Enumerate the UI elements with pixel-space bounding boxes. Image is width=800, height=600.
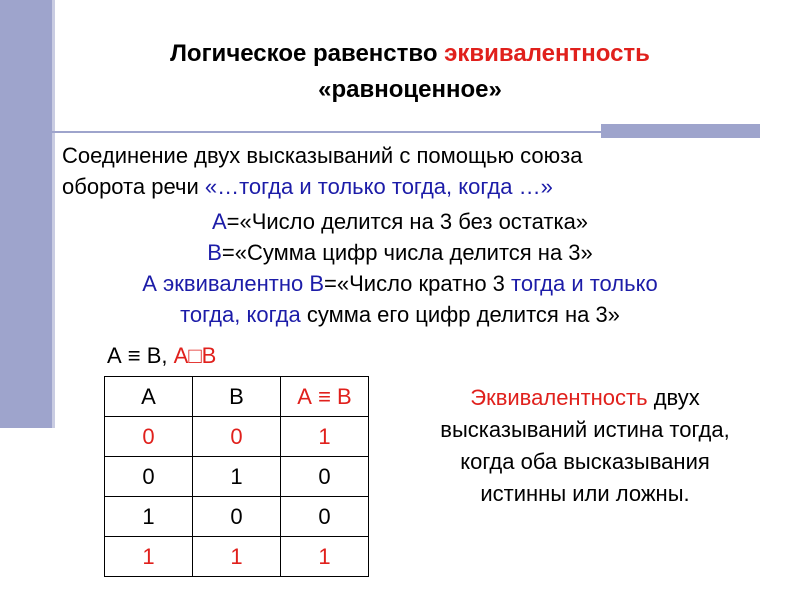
intro-line-2: [62, 171, 752, 202]
note-line-2: высказываний истина тогда,: [440, 417, 730, 442]
table-header-row: [105, 377, 369, 417]
title-term: эквивалентность: [444, 40, 650, 67]
example-eq-phrase: тогда и только: [511, 271, 658, 296]
header-cell-b: В: [193, 377, 281, 417]
example-eq-phrase-2: тогда, когда: [180, 302, 301, 327]
header-cell-a: А: [105, 377, 193, 417]
note-line-1-rest: двух: [647, 385, 700, 410]
intro-prefix: оборота речи: [62, 174, 205, 199]
truth-table: [104, 376, 369, 577]
example-a-var: А: [211, 209, 227, 234]
table-cell: 0: [193, 417, 281, 457]
examples-block: [60, 206, 740, 330]
example-eq-text-2: сумма его цифр делится на 3»: [300, 302, 620, 327]
example-eq-label: А эквивалентно В: [142, 271, 325, 296]
formula-plain: А ≡ В,: [107, 343, 174, 368]
slide-title: [60, 36, 760, 108]
example-a: [60, 206, 740, 237]
example-a-text: =«Число делится на 3 без остатка»: [226, 209, 589, 234]
table-cell: 1: [193, 537, 281, 577]
note-line-3: когда оба высказывания: [460, 449, 710, 474]
table-cell: 1: [281, 417, 369, 457]
table-cell: 0: [193, 497, 281, 537]
table-cell: 1: [105, 537, 193, 577]
table-cell: 0: [281, 497, 369, 537]
intro-phrase: «…тогда и только тогда, когда …»: [204, 174, 553, 199]
example-eq-line-2: [60, 299, 740, 330]
table-cell: 1: [105, 497, 193, 537]
example-b-var: В: [207, 240, 222, 265]
formula-colored: А□В: [173, 343, 217, 368]
table-cell: 0: [281, 457, 369, 497]
header-cell-equiv: А ≡ В: [281, 377, 369, 417]
divider-accent-block: [601, 124, 760, 138]
intro-text: [62, 140, 752, 202]
example-b: [60, 237, 740, 268]
title-line-1: [60, 36, 760, 72]
intro-line-1: Соединение двух высказываний с помощью союза: [62, 143, 583, 168]
table-cell: 1: [281, 537, 369, 577]
definition-note: [400, 382, 770, 510]
example-b-text: =«Сумма цифр числа делится на 3»: [221, 240, 593, 265]
table-row: [105, 417, 369, 457]
left-decor-bar: [0, 0, 52, 428]
example-eq-line-1: [60, 268, 740, 299]
note-line-1: [400, 382, 770, 414]
table-row: [105, 537, 369, 577]
table-row: [105, 457, 369, 497]
notation-formula: [107, 341, 216, 371]
example-eq-text: =«Число кратно 3: [324, 271, 512, 296]
note-line-4: истинны или ложны.: [480, 481, 690, 506]
table-cell: 0: [105, 457, 193, 497]
note-term: Эквивалентность: [470, 385, 648, 410]
table-cell: 1: [193, 457, 281, 497]
left-decor-bar-shadow: [52, 0, 55, 428]
title-line-2: «равноценное»: [318, 76, 502, 103]
title-main: Логическое равенство: [170, 40, 445, 67]
table-cell: 0: [105, 417, 193, 457]
table-row: [105, 497, 369, 537]
